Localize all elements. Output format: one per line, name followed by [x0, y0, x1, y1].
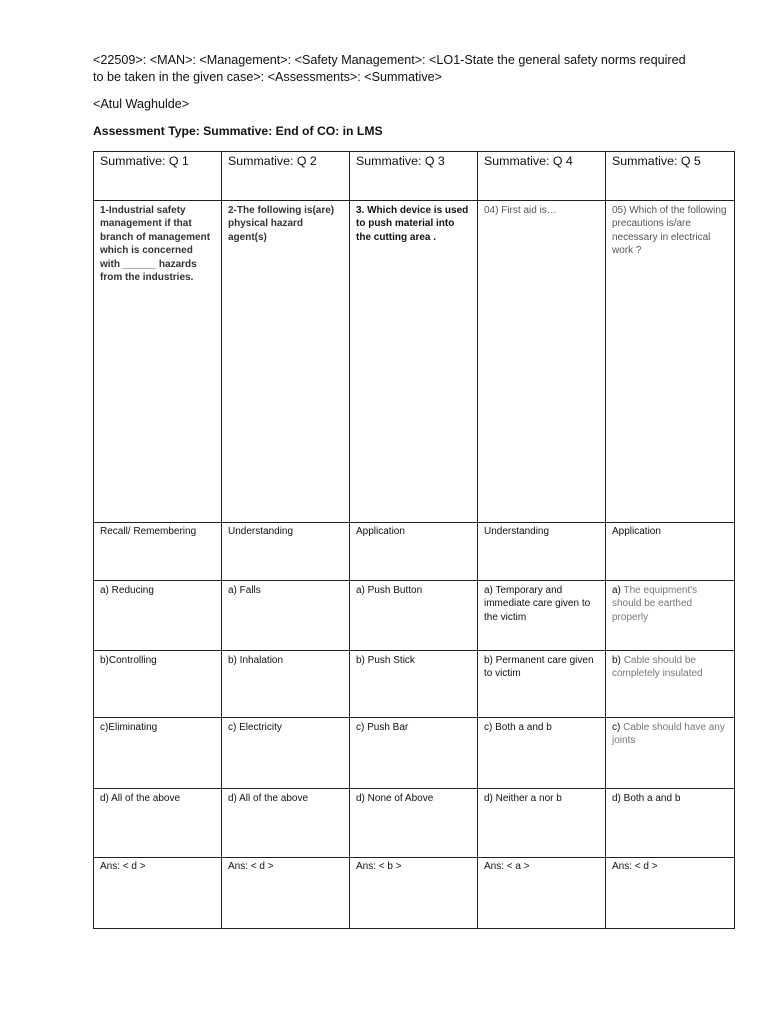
question-text-q2: 2-The following is(are) physical hazard agent(s): [228, 205, 335, 243]
answer-q3: Ans: < b >: [350, 858, 478, 929]
level-cell-q4: Understanding: [478, 523, 606, 581]
assessment-type: Assessment Type: Summative: End of CO: in LMS: [93, 124, 383, 138]
option-a-q5: [606, 581, 735, 651]
answer-q4: Ans: < a >: [478, 858, 606, 929]
option-b-q5-prefix: b): [612, 655, 621, 666]
option-a-q1: a) Reducing: [94, 581, 222, 651]
option-c-q4: c) Both a and b: [478, 718, 606, 789]
question-cell-q4: [478, 201, 606, 523]
level-cell-q3: Application: [350, 523, 478, 581]
header-cell-q5: Summative: Q 5: [606, 152, 735, 201]
assessment-table: [93, 151, 735, 929]
option-d-q3: d) None of Above: [350, 789, 478, 858]
option-c-q1: c)Eliminating: [94, 718, 222, 789]
option-c-q5-prefix: c): [612, 722, 621, 733]
question-cell-q2: [222, 201, 350, 523]
cognitive-level-row: [94, 523, 735, 581]
option-b-q5: [606, 651, 735, 718]
option-c-q5: [606, 718, 735, 789]
option-a-q5-prefix: a): [612, 585, 621, 596]
answer-row: [94, 858, 735, 929]
question-text-q1: 1-Industrial safety management if that branch of management which is concerned with ______ hazards from the industries.: [100, 205, 211, 284]
question-cell-q5: [606, 201, 735, 523]
option-c-q2: c) Electricity: [222, 718, 350, 789]
level-cell-q2: Understanding: [222, 523, 350, 581]
option-d-q4: d) Neither a nor b: [478, 789, 606, 858]
question-cell-q3: [350, 201, 478, 523]
option-b-row: [94, 651, 735, 718]
option-b-q5-text: Cable should be completely insulated: [612, 655, 703, 680]
question-text-q3: 3. Which device is used to push material into the cutting area .: [356, 205, 469, 243]
level-cell-q1: Recall/ Remembering: [94, 523, 222, 581]
header-cell-q3: Summative: Q 3: [350, 152, 478, 201]
option-a-q5-text: The equipment's should be earthed properly: [612, 585, 698, 623]
option-a-q4: a) Temporary and immediate care given to the victim: [478, 581, 606, 651]
answer-q1: Ans: < d >: [94, 858, 222, 929]
option-c-q3: c) Push Bar: [350, 718, 478, 789]
option-b-q3: b) Push Stick: [350, 651, 478, 718]
answer-q5: Ans: < d >: [606, 858, 735, 929]
header-cell-q2: Summative: Q 2: [222, 152, 350, 201]
option-b-q1: b)Controlling: [94, 651, 222, 718]
option-d-q1: d) All of the above: [94, 789, 222, 858]
level-cell-q5: Application: [606, 523, 735, 581]
option-d-row: [94, 789, 735, 858]
author-name: <Atul Waghulde>: [93, 97, 190, 111]
answer-q2: Ans: < d >: [222, 858, 350, 929]
question-row: [94, 201, 735, 523]
question-text-q5: 05) Which of the following precautions is/are necessary in electrical work ?: [612, 205, 727, 257]
option-c-q5-text: Cable should have any joints: [612, 722, 725, 747]
header-cell-q1: Summative: Q 1: [94, 152, 222, 201]
option-b-q4: b) Permanent care given to victim: [478, 651, 606, 718]
question-cell-q1: [94, 201, 222, 523]
question-text-q4: 04) First aid is…: [484, 205, 557, 216]
course-header: <22509>: <MAN>: <Management>: <Safety Management>: <LO1-State the general safety norms required to be taken in the given case>: <Assessments>: <Summative>: [93, 53, 686, 84]
option-d-q5: d) Both a and b: [606, 789, 735, 858]
option-a-q3: a) Push Button: [350, 581, 478, 651]
option-b-q2: b) Inhalation: [222, 651, 350, 718]
header-cell-q4: Summative: Q 4: [478, 152, 606, 201]
table-header-row: [94, 152, 735, 201]
option-a-row: [94, 581, 735, 651]
option-d-q2: d) All of the above: [222, 789, 350, 858]
option-a-q2: a) Falls: [222, 581, 350, 651]
option-c-row: [94, 718, 735, 789]
